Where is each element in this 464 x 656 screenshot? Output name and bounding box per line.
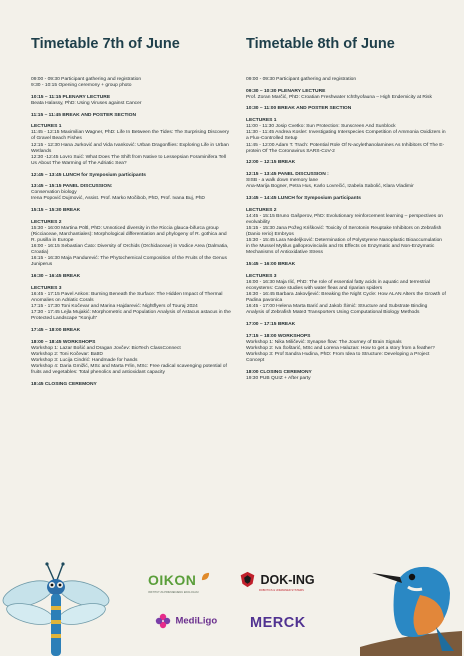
day-1-title: Timetable 7th of June	[31, 36, 180, 52]
schedule-block	[246, 118, 446, 155]
block-line: Workshop 1: Nika Miličević: Synapse flow: The Journey of Brain Signals	[246, 339, 402, 345]
block-heading: 16:30 – 16:45 BREAK	[31, 274, 81, 280]
block-line: Workshop 3: Prof Sandra Hudina, PhD: From Idea to Structure: Developing a Project Concept	[246, 351, 430, 363]
block-line: 16:45 - 17:00 Helena Marta Barić and Jakob Šimić: Structure and Substrate Binding Analysis of Zebrafish Mate3 Transporters Using Computational Biology Methods	[246, 304, 428, 316]
block-line: Workshop 4: Daria Gmižić, MSc and Marta Frlin, MSc: Free radical scavenging potential of fruits and vegetables: Total phenolics and antioxidant capacity	[31, 364, 227, 376]
block-line: 16:00 - 16:30 Maja Ilić, PhD: The role of essential fatty acids in aquatic and terrestrial ecosystems: Case studies with water fleas and riparian spiders	[246, 279, 430, 291]
block-line: Workshop 3: Lucija Cindrić: Handmade for hands	[31, 357, 138, 363]
mediligo-logo	[155, 612, 227, 630]
schedule-block	[246, 89, 446, 101]
block-heading: 13:45 – 14:45 LUNCH for Symposium participants	[246, 195, 361, 201]
block-heading: 13:45 – 15:15 PANEL DISCUSSION:	[31, 184, 113, 190]
schedule-block	[246, 106, 446, 112]
mediligo-name: MediLigo	[175, 615, 218, 627]
schedule-block	[31, 208, 231, 214]
mediligo-flower-icon	[155, 613, 171, 629]
block-heading: LECTURES 1	[31, 124, 62, 130]
block-line: 17:15 - 17:30 Toni Kočevar and Marina Hajdarević: Nightflyers of Touraj 2024	[31, 304, 198, 310]
block-line: Ana-Marija Bogner, Petra Hus, Karlo Lovrečić, Izabela Sabolić, Klara Vladimir	[246, 184, 414, 190]
block-heading: 12:00 – 12:15 BREAK	[246, 160, 296, 166]
footer-illustrations	[0, 560, 464, 656]
block-line: 16:45 - 17:15 Pavel Ankon: Burning Beneath the Surface: The Hidden Impact of Thermal Anomalies on Adriatic Corals	[31, 291, 223, 303]
block-line: 16:15 - 16:30 Maja Pandurević: The Phytochemical Composition of the Fruits of the Genus Juniperus	[31, 256, 227, 268]
schedule-block	[246, 196, 446, 202]
block-heading: 15:45 – 16:00 BREAK	[246, 261, 296, 267]
block-line: 11:30 - 11:45 Andrea Kosler: Investigating Interspecies Competition of Ammonia Oxidizers in a Flux-Controlled Setup	[246, 130, 446, 142]
schedule-block	[31, 95, 231, 107]
block-line: 12:15 - 12:30 Hana Jurković and Vida Ivanković: Urban Dragonflies: Exploring Life in Urban Wetlands	[31, 142, 229, 154]
block-heading: 17:15 – 18:00 WORKSHOPS	[246, 333, 311, 339]
block-line: Prof. Zoran Marčić, PhD: Croatian Freshwater Ichthyofauna – High Endemicity at Risk	[246, 94, 432, 100]
merck-logo	[250, 614, 340, 632]
block-line: 17:30 - 17:45 Lejla Mujakić: Morphometric and Population Analysis of Astacus astacus in the Protected Landscape "Konjuh"	[31, 310, 231, 322]
schedule-block	[31, 124, 231, 167]
dragonfly-illustration	[0, 562, 130, 656]
block-line: Workshop 1: Lazar Bošić and Dragan Jovčev: BioTech ClassConnect	[31, 345, 181, 351]
schedule-block	[31, 328, 231, 334]
schedule-block	[246, 370, 446, 382]
block-heading: 10:30 – 11:00 BREAK AND POSTER SECTION	[246, 106, 352, 112]
schedule-block	[31, 382, 231, 388]
schedule-block	[246, 172, 446, 190]
block-heading: 09:30 – 10:30 PLENARY LECTURE	[246, 88, 326, 94]
schedule-block	[31, 220, 231, 269]
block-heading: 10:15 – 11:15 PLENARY LECTURE	[31, 94, 111, 100]
block-heading: 17:00 – 17:15 BREAK	[246, 321, 296, 327]
block-line: Irena Popović Dujmović, Assist. Prof. Marko Močibob, PhD, Prof. Ivana Buj, PhD	[31, 196, 205, 202]
doking-shield-icon	[239, 571, 256, 588]
block-line: 16:00 - 16:15 Sebastian Ćato: Diversity of Orchids (Orchidaceae) in Vodice Area (Dalmatia, Croatia)	[31, 244, 229, 256]
block-heading: 15:15 – 15:30 BREAK	[31, 208, 81, 214]
doking-tagline: ROBOTICS & UNMANNED SYSTEMS	[259, 589, 304, 592]
block-heading: 18:00 – 18:45 WORKSHOPS	[31, 339, 96, 345]
day-1-column	[31, 36, 231, 393]
block-line: 09:00 - 09:30 Participant gathering and registration	[31, 77, 142, 82]
block-line: 09:00 - 09:30 Participant gathering and registration	[246, 77, 357, 82]
block-heading: LECTURES 3	[31, 285, 62, 291]
block-heading: LECTURES 2	[246, 207, 277, 213]
block-line: SISB - a walk down memory lane	[246, 178, 319, 184]
doking-logo	[239, 571, 351, 592]
block-heading: LECTURES 2	[31, 219, 62, 225]
block-line: 9:30 - 10:15 Opening ceremony + group photo	[31, 83, 132, 89]
block-line: 11:00 - 11:30 Josip Cvetko: Sun Protection: Sunscreen And Sunblock	[246, 124, 396, 130]
block-heading: 12:15 – 13:45 PANEL DISCUSSION :	[246, 172, 329, 177]
block-line: 15:30 - 16:00 Martina Pöltl, PhD: Unnoticed diversity in the Riccia glauca-bifurca group (Ricciaceae, Marchantiales): Morphological differentiation and phylogeny of R. gothica and R. pusilla in Europe	[31, 225, 227, 244]
schedule-block	[246, 160, 446, 166]
schedule-block	[31, 340, 231, 377]
schedule-block	[246, 274, 446, 317]
block-line: 11:45 - 12:00 Adam T. Trach: Potential Role Of N-acylethanolamines As Inhibitors Of The E-protein Of The Coronavirus SARS-CoV-2	[246, 142, 445, 154]
block-heading: 18:00 CLOSING CEREMONY	[246, 369, 312, 375]
schedule-block	[31, 77, 231, 89]
schedule-block	[31, 184, 231, 202]
schedule-block	[246, 322, 446, 328]
day-2-column	[246, 36, 446, 387]
oikon-tagline: INSTITUT ZA PRIMIJENJENU EKOLOGIJU	[148, 591, 199, 594]
block-line: Conservation biology	[31, 190, 77, 196]
block-line: Beata Halassy, PhD: Using Viruses against Cancer	[31, 100, 142, 106]
block-line: 12:30 -12:45 Lovro Suić: What Does The Shift from Native to Lessepsian Foraminifera Tell Us About The Warming of The Adriatic Sea?	[31, 154, 226, 166]
schedule-block	[246, 208, 446, 257]
day-2-title: Timetable 8th of June	[246, 36, 395, 52]
oikon-name: OIKON	[148, 572, 197, 588]
block-heading: LECTURES 3	[246, 273, 277, 279]
block-heading: 17:45 – 18:00 BREAK	[31, 327, 81, 333]
doking-name: DOK-ING	[260, 572, 315, 587]
block-heading: 18:45 CLOSING CEREMONY	[31, 381, 97, 387]
block-line: 15:15 - 15:30 Jana Požeg Krišković: Toxicity of Serotonin Reuptake Inhibitors on Zebrafish (Danio rerio) Embryos	[246, 225, 442, 237]
block-line: 19:30 PUB QUIZ + After party	[246, 375, 311, 381]
schedule-block	[246, 334, 446, 364]
block-line: 11:45 - 12:15 Maximilian Wagner, PhD: Life In Between the Tides: The Surprising Discovery of Gravel Beach Fishes	[31, 130, 230, 142]
block-heading: 11:15 – 11:45 BREAK AND POSTER SECTION	[31, 112, 136, 118]
oikon-leaf-icon	[201, 572, 210, 581]
merck-name: MERCK	[250, 615, 306, 631]
day-2-schedule	[246, 77, 446, 382]
block-heading: LECTURES 1	[246, 118, 277, 124]
schedule-block	[31, 113, 231, 119]
kingfisher-illustration	[350, 555, 464, 656]
schedule-block	[246, 77, 446, 83]
day-1-schedule	[31, 77, 231, 388]
block-line: Workshop 2: Iva Šoštarić, MSc and Lorena Haluzan: How to get a story from a feather?	[246, 345, 435, 351]
block-line: 14:45 - 15:15 Bruno Gašperov, PhD: Evolutionary reinforcement learning – perspectives on evolvability	[246, 213, 444, 225]
block-line: 15:30 - 15:45 Lara Nedeljković: Determination of Polystyrene Nanoplastic Bioaccumulation in the Mussel Mytilus galloprovincialis and Its Effects on Enzymatic and Non-Enzymatic Mechanisms of Antioxidative Stress	[246, 238, 443, 256]
schedule-block	[31, 286, 231, 323]
schedule-block	[31, 173, 231, 179]
block-heading: 12:45 – 13:45 LUNCH for Symposium participants	[31, 172, 146, 178]
schedule-block	[31, 274, 231, 280]
block-line: Workshop 2: Toni Kočevar: BatID	[31, 351, 103, 357]
schedule-block	[246, 262, 446, 268]
block-line: 16:30 - 16:45 Barbara Jakovljević: Breaking the Night Cycle: How ALAN Alters the Growth of Padina pavonica	[246, 291, 446, 303]
oikon-logo	[148, 572, 226, 594]
